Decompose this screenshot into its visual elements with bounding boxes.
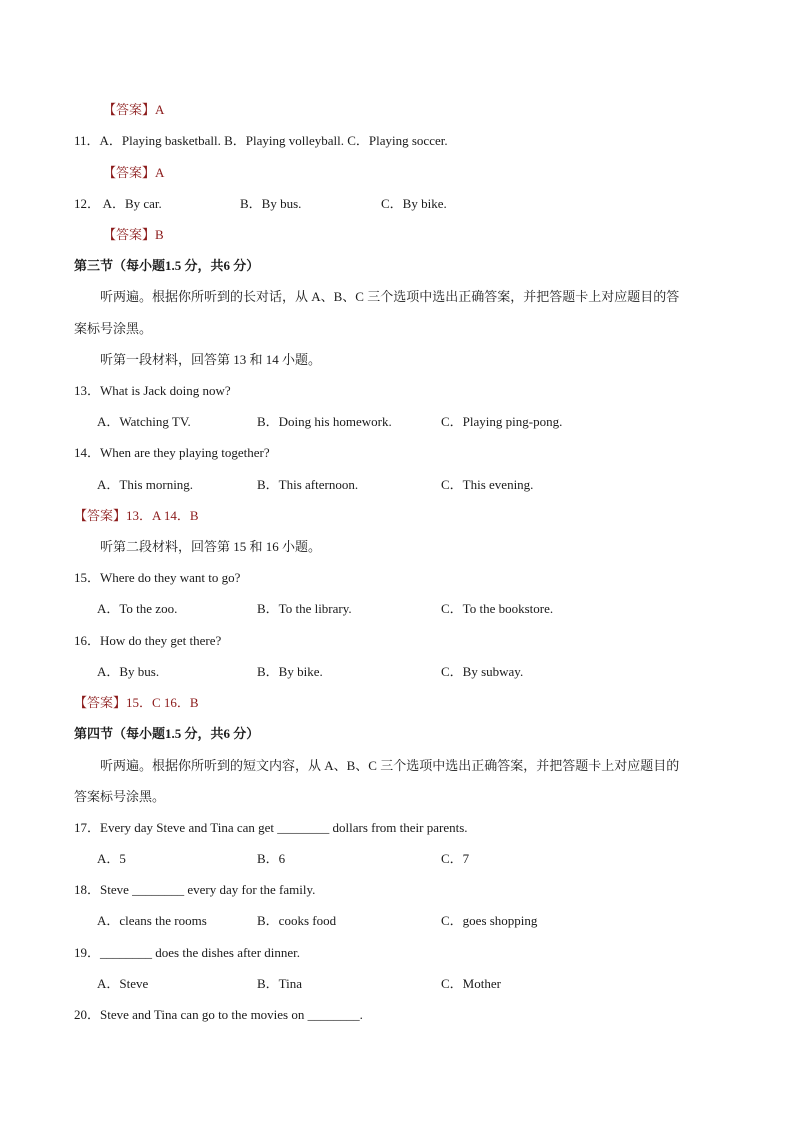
question-11: 11．A．Playing basketball. B．Playing volleyball. C．Playing soccer. [74,133,448,148]
question-13-option-c: C．Playing ping-pong. [441,414,563,429]
question-12-option-c: C．By bike. [381,196,447,211]
question-16-option-c: C．By subway. [441,664,524,679]
section-4-title: 第四节（每小题1.5 分，共6 分） [74,726,260,741]
question-13-stem: 13．What is Jack doing now? [74,383,231,398]
question-13-option-b: B．Doing his homework. [257,414,392,429]
section-4-instruction-line-2: 答案标号涂黑。 [74,789,166,804]
question-12 [74,195,162,213]
question-15-option-a: A．To the zoo. [97,601,178,616]
question-14-option-b: B．This afternoon. [257,477,359,492]
question-17-stem: 17．Every day Steve and Tina can get ________ dollars from their parents. [74,820,468,835]
question-19-option-b: B．Tina [257,976,303,991]
question-17-option-b: B．6 [257,851,286,866]
material-1-note: 听第一段材料，回答第 13 和 14 小题。 [100,352,322,367]
question-14-stem: 14．When are they playing together? [74,445,270,460]
answer-12: 【答案】B [103,227,164,242]
question-15-stem: 15．Where do they want to go? [74,570,241,585]
question-12-number: 12． [74,196,101,211]
question-15-option-c: C．To the bookstore. [441,601,554,616]
question-13-option-a: A．Watching TV. [97,414,191,429]
question-15-option-b: B．To the library. [257,601,352,616]
question-19-stem: 19．________ does the dishes after dinner. [74,945,301,960]
question-16-option-b: B．By bike. [257,664,323,679]
question-16-stem: 16．How do they get there? [74,633,222,648]
question-18-option-c: C．goes shopping [441,913,538,928]
question-18-stem: 18．Steve ________ every day for the family. [74,882,316,897]
answer-15-16: 【答案】15．C 16．B [74,695,199,710]
question-12-option-b: B．By bus. [240,196,302,211]
answer-13-14: 【答案】13．A 14．B [74,508,199,523]
section-3-instruction-line-2: 案标号涂黑。 [74,321,153,336]
question-16-option-a: A．By bus. [97,664,160,679]
section-3-title: 第三节（每小题1.5 分，共6 分） [74,258,260,273]
question-18-option-a: A．cleans the rooms [97,913,207,928]
answer-10: 【答案】A [103,102,165,117]
question-19-option-c: C．Mother [441,976,501,991]
question-14-option-c: C．This evening. [441,477,534,492]
question-20-stem: 20．Steve and Tina can go to the movies on ________. [74,1007,363,1022]
question-12-option-a: A．By car. [102,196,162,211]
section-3-instruction-line-1: 听两遍。根据你所听到的长对话，从 A、B、C 三个选项中选出正确答案，并把答题卡上对应题目的答 [100,289,680,304]
question-17-option-a: A．5 [97,851,126,866]
question-19-option-a: A．Steve [97,976,149,991]
material-2-note: 听第二段材料，回答第 15 和 16 小题。 [100,539,322,554]
question-18-option-b: B．cooks food [257,913,337,928]
question-14-option-a: A．This morning. [97,477,194,492]
answer-11: 【答案】A [103,165,165,180]
question-17-option-c: C．7 [441,851,470,866]
section-4-instruction-line-1: 听两遍。根据你所听到的短文内容，从 A、B、C 三个选项中选出正确答案，并把答题卡上对应题目的 [100,758,680,773]
